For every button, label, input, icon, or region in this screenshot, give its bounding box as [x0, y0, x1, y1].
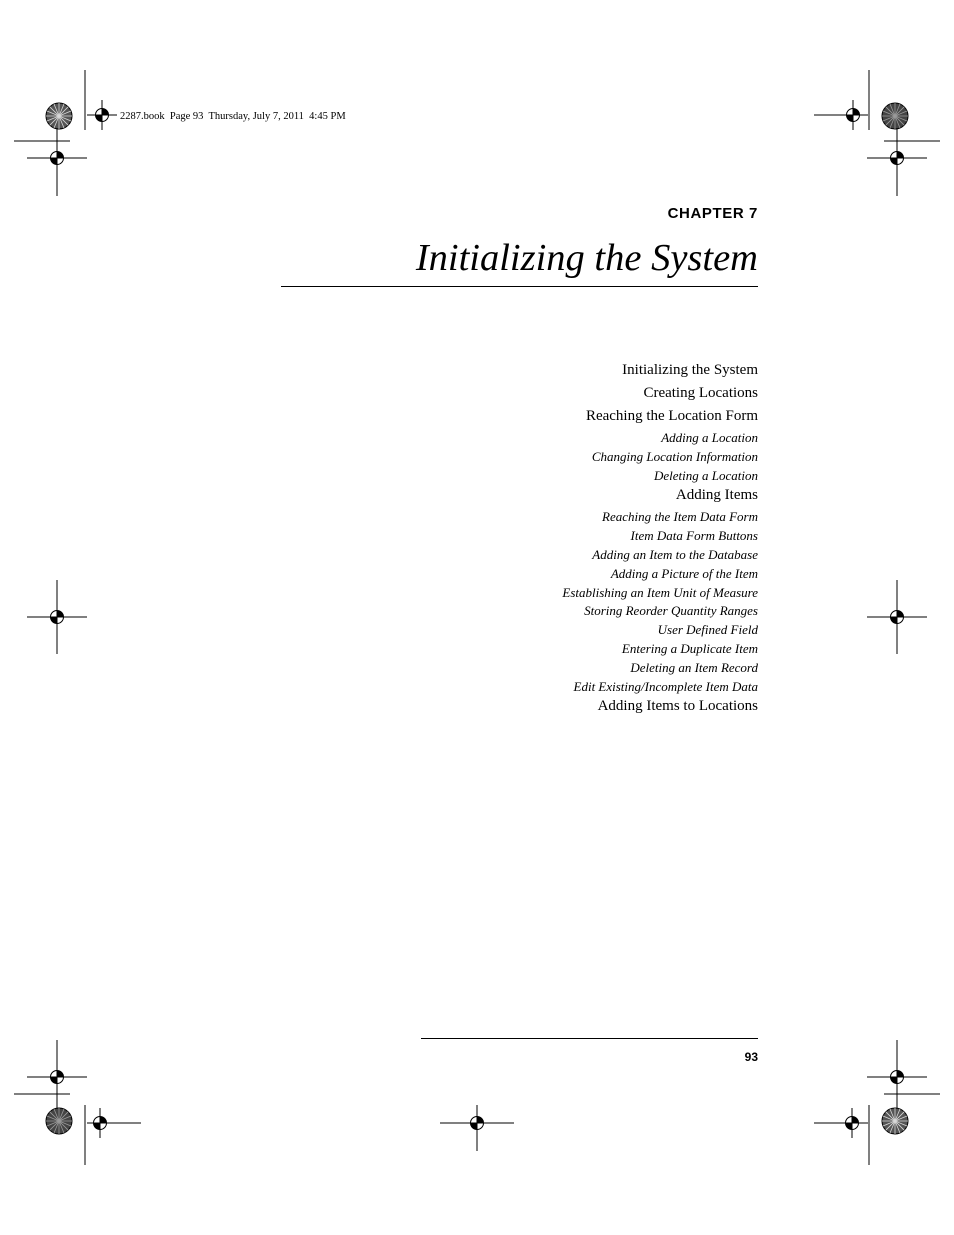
- toc-subitem[interactable]: Adding a Location: [661, 430, 758, 445]
- toc-subitem[interactable]: Adding an Item to the Database: [592, 546, 758, 562]
- toc-item[interactable]: Initializing the System: [622, 362, 758, 378]
- star-dial-icon: [881, 102, 909, 130]
- toc-item[interactable]: Adding Items: [675, 487, 758, 504]
- toc-item[interactable]: Reaching the Location Form: [585, 408, 758, 424]
- toc-subitem[interactable]: Reaching the Item Data Form: [602, 509, 758, 525]
- toc-subitem[interactable]: Entering a Duplicate Item: [621, 640, 758, 656]
- toc-subitem[interactable]: Deleting an Item Record: [630, 659, 758, 675]
- chapter-label: CHAPTER 7: [667, 205, 758, 222]
- registration-crosshair-icon: [27, 1040, 87, 1108]
- star-dial-icon: [45, 1107, 73, 1135]
- registration-crosshair-icon: [440, 1105, 514, 1151]
- chapter-title: Initializing the System: [415, 237, 758, 279]
- registration-crosshair-icon: [814, 1108, 868, 1138]
- toc-subitem[interactable]: User Defined Field: [657, 622, 758, 638]
- printer-slug: 2287.book Page 93 Thursday, July 7, 2011 4:45 PM: [120, 111, 346, 122]
- toc-item[interactable]: Creating Locations: [643, 385, 758, 401]
- toc-subitem[interactable]: Establishing an Item Unit of Measure: [562, 584, 758, 600]
- registration-crosshair-icon: [27, 580, 87, 654]
- registration-crosshair-icon: [87, 1108, 141, 1138]
- registration-crosshair-icon: [867, 580, 927, 654]
- toc-subitem[interactable]: Changing Location Information: [591, 448, 758, 464]
- toc-subitem[interactable]: Item Data Form Buttons: [630, 528, 758, 544]
- star-dial-icon: [45, 102, 73, 130]
- star-dial-icon: [881, 1107, 909, 1135]
- registration-crosshair-icon: [27, 128, 87, 196]
- registration-crosshair-icon: [867, 128, 927, 196]
- toc-subitem[interactable]: Edit Existing/Incomplete Item Data: [573, 678, 758, 694]
- page-number: 93: [744, 1050, 758, 1064]
- registration-crosshair-icon: [867, 1040, 927, 1108]
- toc-subitem[interactable]: Deleting a Location: [654, 467, 758, 483]
- toc-item[interactable]: Adding Items to Locations: [597, 698, 758, 715]
- registration-crosshair-icon: [814, 100, 844, 130]
- toc-subitem[interactable]: Adding a Picture of the Item: [610, 565, 758, 581]
- registration-crosshair-icon: [87, 100, 117, 130]
- toc-subitem[interactable]: Storing Reorder Quantity Ranges: [584, 603, 758, 619]
